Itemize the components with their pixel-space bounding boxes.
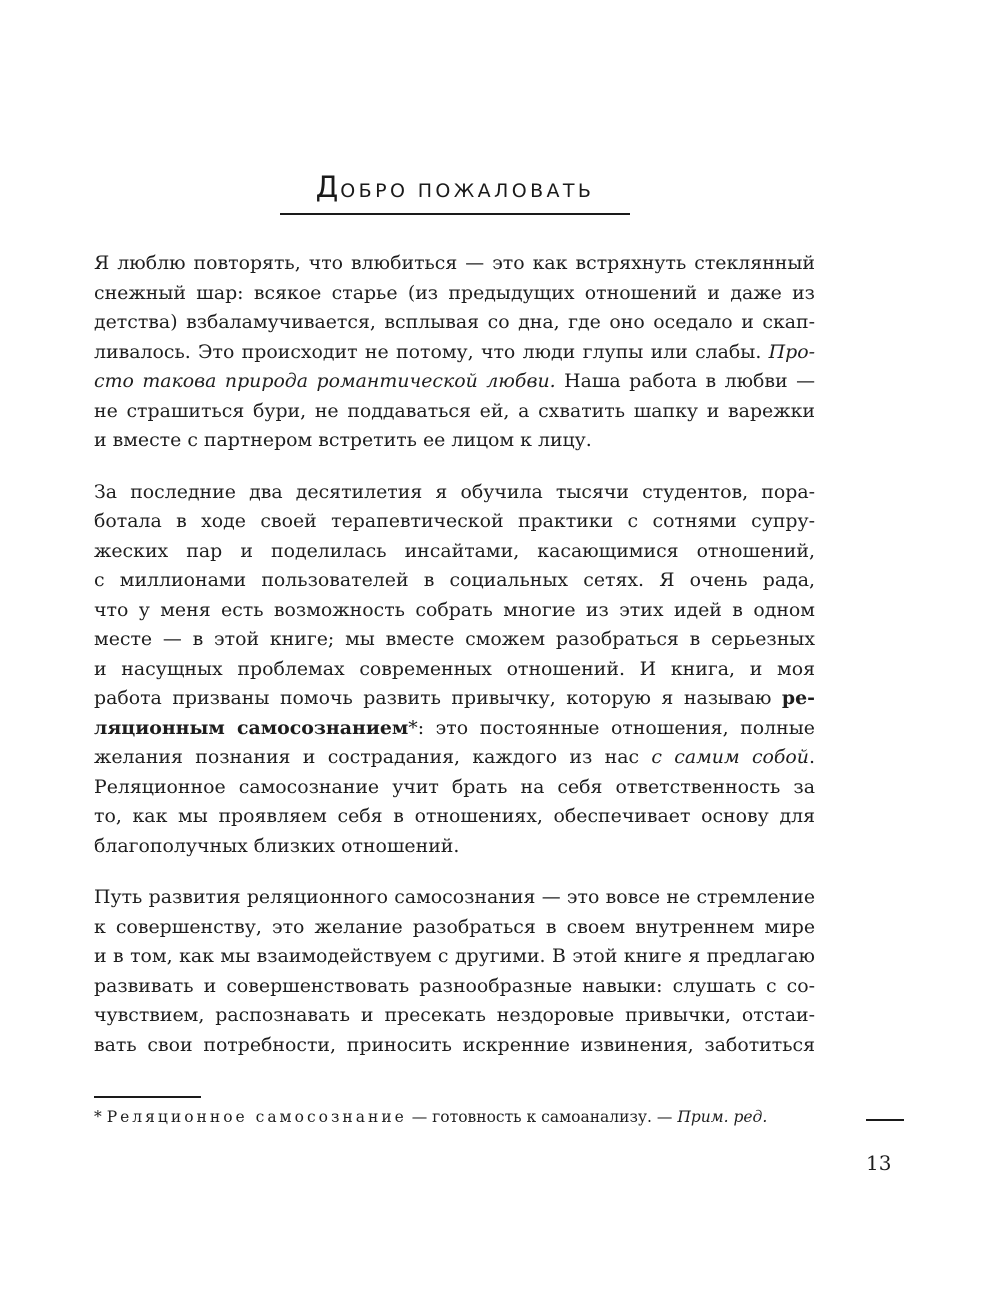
text-line	[94, 773, 815, 803]
text-segment: жеских пар и поделилась инсайтами, касающимися отношений,	[94, 539, 815, 562]
text-segment: *: это постоянные отношения, полные	[408, 716, 815, 739]
text-line	[94, 883, 815, 913]
italic-text: сто такова природа романтической любви.	[94, 370, 556, 392]
paragraph	[94, 478, 815, 862]
text-segment: месте — в этой книге; мы вместе сможем разобраться в серьезных	[94, 628, 815, 650]
footnote-divider	[94, 1096, 201, 1098]
footnote-text: — готовность к самоанализу. —	[406, 1108, 678, 1126]
text-segment: благополучных близких отношений.	[94, 834, 460, 857]
text-line	[94, 397, 815, 427]
text-line	[94, 566, 815, 596]
bold-text: ре-	[781, 687, 815, 709]
text-segment: снежный шар: всякое старье (из предыдущих отношений и даже из	[94, 281, 815, 304]
text-line	[94, 426, 815, 456]
text-line	[94, 743, 815, 773]
footnote-editor-note: Прим. ред.	[677, 1108, 768, 1126]
text-line	[94, 972, 815, 1002]
text-line	[94, 942, 815, 972]
text-segment: Реляционное самосознание учит брать на себя ответственность за	[94, 775, 815, 798]
text-segment: и насущных проблемах современных отношений. И книга, и моя	[94, 657, 815, 680]
text-segment: что у меня есть возможность собрать многие из этих идей в одном	[94, 598, 815, 621]
text-segment: не страшиться бури, не поддаваться ей, а схватить шапку и варежки	[94, 399, 815, 422]
text-segment: к совершенству, это желание разобраться в своем внутреннем мире	[94, 915, 815, 938]
text-segment: ливалось. Это происходит не потому, что люди глупы или слабы.	[94, 340, 769, 363]
text-segment: развивать и совершенствовать разнообразные навыки: слушать с со-	[94, 974, 815, 997]
text-segment: детства) взбаламучивается, всплывая со дна, где оно оседало и скап-	[94, 311, 815, 333]
text-segment: и вместе с партнером встретить ее лицом к лицу.	[94, 429, 592, 451]
italic-text: Про-	[768, 340, 815, 363]
text-line	[94, 655, 815, 685]
chapter-title-rest: ОБРО ПОЖАЛОВАТЬ	[340, 180, 595, 202]
text-line	[94, 338, 815, 368]
page-number-rule	[866, 1119, 904, 1121]
chapter-title	[280, 170, 630, 215]
page-number: 13	[866, 1151, 892, 1175]
body-text	[94, 249, 815, 1082]
italic-text: с самим собой	[651, 746, 809, 768]
text-line	[94, 249, 815, 279]
text-segment: ботала в ходе своей терапевтической практики с сотнями супру-	[94, 510, 815, 532]
text-segment: Путь развития реляционного самосознания — это вовсе не стремление	[94, 886, 815, 908]
text-line	[94, 596, 815, 626]
text-line	[94, 913, 815, 943]
text-line	[94, 684, 815, 714]
footnote	[94, 1106, 767, 1128]
text-line	[94, 832, 815, 862]
text-line	[94, 308, 815, 338]
text-segment: вать свои потребности, приносить искренние извинения, заботиться	[94, 1033, 815, 1056]
text-line	[94, 714, 815, 744]
chapter-title-first-letter: Д	[315, 170, 341, 204]
text-line	[94, 537, 815, 567]
text-segment: работа призваны помочь развить привычку, которую я называю	[94, 687, 782, 709]
text-segment: чувствием, распознавать и пресекать нездоровые привычки, отстаи-	[94, 1004, 815, 1026]
footnote-term: Реляционное самосознание	[106, 1108, 407, 1126]
text-segment: Наша работа в любви —	[555, 370, 815, 392]
text-line	[94, 478, 815, 508]
footnote-marker: *	[94, 1108, 107, 1126]
text-line	[94, 625, 815, 655]
text-segment: желания познания и сострадания, каждого из нас	[94, 746, 652, 768]
text-segment: с миллионами пользователей в социальных сетях. Я очень рада,	[94, 569, 815, 591]
text-line	[94, 1031, 815, 1061]
text-segment: За последние два десятилетия я обучила тысячи студентов, пора-	[94, 480, 815, 503]
text-line	[94, 367, 815, 397]
text-line	[94, 507, 815, 537]
paragraph	[94, 249, 815, 456]
text-line	[94, 279, 815, 309]
text-segment: то, как мы проявляем себя в отношениях, обеспечивает основу для	[94, 805, 815, 827]
paragraph	[94, 883, 815, 1060]
text-segment: Я люблю повторять, что влюбиться — это как встряхнуть стеклянный	[94, 252, 815, 274]
text-segment: .	[808, 746, 815, 768]
bold-text: ляционным самосознанием	[94, 716, 409, 739]
text-line	[94, 1001, 815, 1031]
text-segment: и в том, как мы взаимодействуем с другими. В этой книге я предлагаю	[94, 945, 815, 967]
text-line	[94, 802, 815, 832]
